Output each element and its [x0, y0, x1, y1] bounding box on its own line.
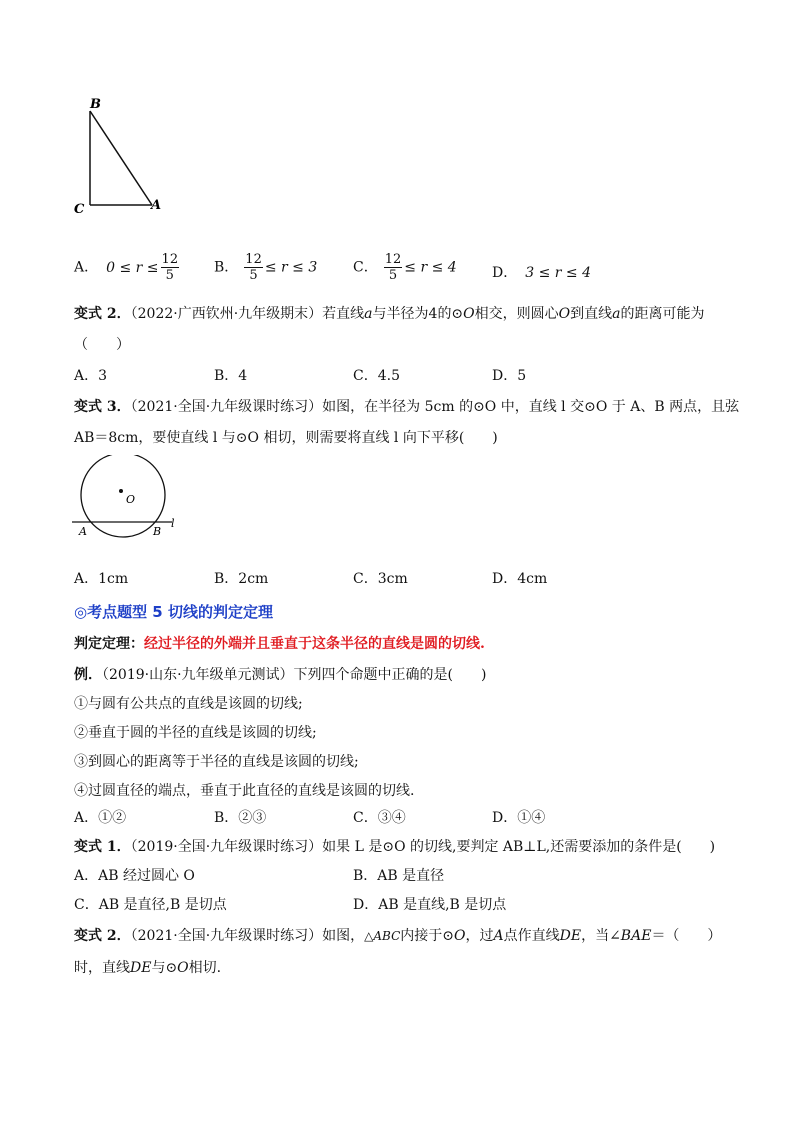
- triangle-figure: [70, 95, 180, 220]
- variant-3-stem-line2: AB＝8cm，要使直线 l 与⊙O 相切，则需要将直线 l 向下平移( ): [74, 430, 498, 446]
- variant-2-option-c[interactable]: C．4.5: [353, 368, 400, 384]
- variant-2-option-a[interactable]: A．3: [74, 368, 108, 384]
- line-label-l: l: [171, 517, 175, 530]
- prev-option-c[interactable]: C． $\frac{12}{5}$ ≤ r ≤ 4: [353, 252, 457, 283]
- fraction: $\frac{12}{5}$: [245, 252, 262, 283]
- example-option-d[interactable]: D．①④: [492, 810, 546, 826]
- example-item-4: ④过圆直径的端点，垂直于此直径的直线是该圆的切线.: [74, 783, 415, 799]
- example-item-2: ②垂直于圆的半径的直线是该圆的切线;: [74, 725, 317, 741]
- theorem-definition: 判定定理：经过半径的外端并且垂直于这条半径的直线是圆的切线.: [74, 636, 485, 652]
- example-stem: 例．（2019·山东·九年级单元测试）下列四个命题中正确的是( ): [74, 667, 487, 683]
- variant-2-option-b[interactable]: B．4: [214, 368, 248, 384]
- vertex-label-b: B: [90, 97, 101, 112]
- variant-3-option-c[interactable]: C．3cm: [353, 571, 408, 587]
- section-heading: ◎考点题型 5 切线的判定定理: [74, 603, 273, 621]
- example-option-b[interactable]: B．②③: [214, 810, 267, 826]
- variant-2-blank: （ ）: [74, 337, 130, 353]
- variant-2-option-d[interactable]: D．5: [492, 368, 527, 384]
- prev-option-a[interactable]: A． 0 ≤ r ≤ $\frac{12}{5}$: [74, 252, 179, 283]
- prev-option-b[interactable]: B． $\frac{12}{5}$ ≤ r ≤ 3: [214, 252, 318, 283]
- point-label-a: A: [79, 525, 87, 538]
- center-label-o: O: [126, 493, 136, 506]
- variant-1b-option-b[interactable]: B．AB 是直径: [353, 868, 445, 884]
- vertex-label-c: C: [74, 202, 85, 217]
- variant-1b-option-c[interactable]: C．AB 是直径,B 是切点: [74, 897, 227, 913]
- variant-3-option-a[interactable]: A．1cm: [74, 571, 129, 587]
- example-option-a[interactable]: A．①②: [74, 810, 127, 826]
- variant-3-option-d[interactable]: D．4cm: [492, 571, 548, 587]
- prev-option-d[interactable]: D． 3 ≤ r ≤ 4: [492, 265, 592, 281]
- point-label-b: B: [153, 525, 162, 538]
- vertex-label-a: A: [151, 198, 162, 213]
- variant-1b-option-a[interactable]: A．AB 经过圆心 O: [74, 868, 195, 884]
- variant-3-option-b[interactable]: B．2cm: [214, 571, 269, 587]
- example-item-3: ③到圆心的距离等于半径的直线是该圆的切线;: [74, 754, 359, 770]
- variant-1b-stem: 变式 1．（2019·全国·九年级课时练习）如果 L 是⊙O 的切线,要判定 AB⊥L,还需要添加的条件是( ): [74, 839, 716, 855]
- variant-1b-option-d[interactable]: D．AB 是直线,B 是切点: [353, 897, 507, 913]
- variant-2-stem: 变式 2．（2022·广西钦州·九年级期末）若直线a与半径为4的⊙O相交，则圆心O到直线a的距离可能为: [74, 306, 705, 322]
- example-item-1: ①与圆有公共点的直线是该圆的切线;: [74, 696, 303, 712]
- fraction: $\frac{12}{5}$: [384, 252, 402, 283]
- circle-figure: [68, 455, 188, 545]
- fraction: $\frac{12}{5}$: [161, 252, 179, 283]
- variant-2b-stem-line2: 时，直线DE与⊙O相切.: [74, 960, 222, 976]
- example-option-c[interactable]: C．③④: [353, 810, 406, 826]
- variant-3-stem-line1: 变式 3．（2021·全国·九年级课时练习）如图，在半径为 5cm 的⊙O 中，直线 l 交⊙O 于 A、B 两点，且弦: [74, 399, 740, 415]
- variant-2b-stem-line1: 变式 2．（2021·全国·九年级课时练习）如图，△ABC内接于⊙O，过A点作直线DE，当∠BAE＝（ ）: [74, 928, 722, 944]
